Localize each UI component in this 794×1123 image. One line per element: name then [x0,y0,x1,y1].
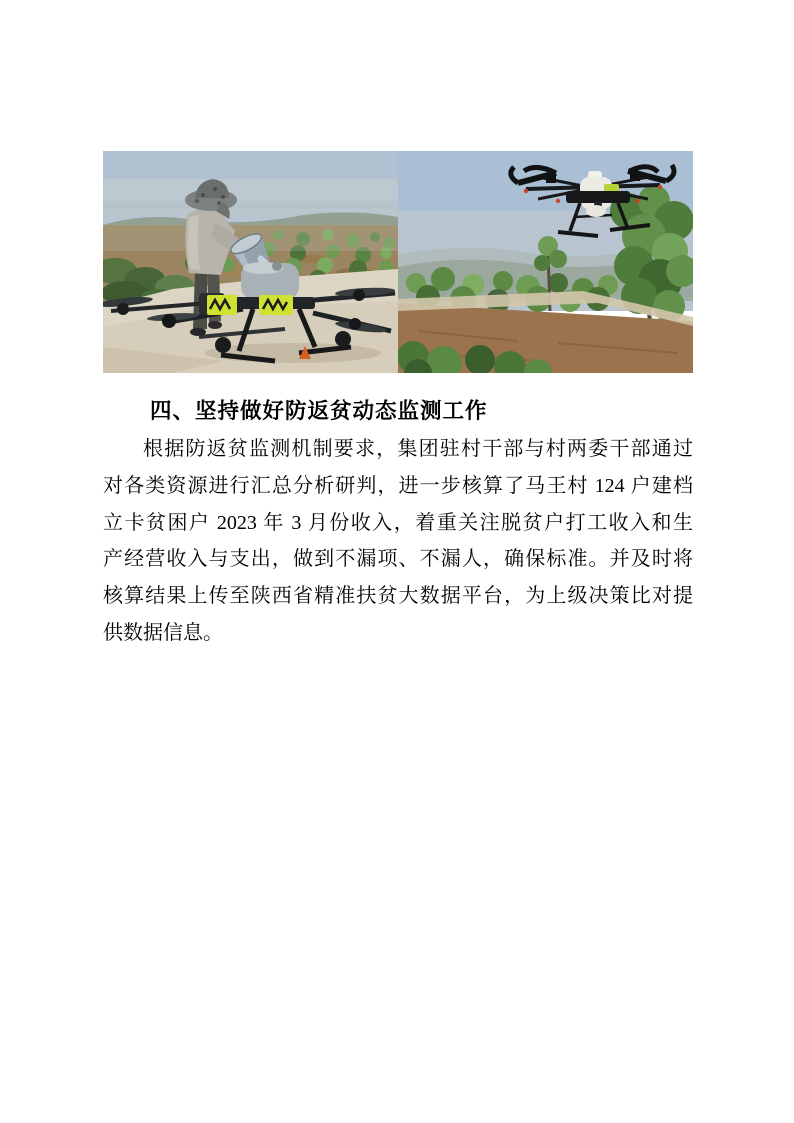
paragraph-line-5: 核算结果上传至陕西省精准扶贫大数据平台，为上级决策比对提 [103,585,693,608]
paragraph-line-1: 根据防返贫监测机制要求，集团驻村干部与村两委干部通过 [143,438,693,460]
paragraph-line-3: 立卡贫困户 2023 年 3 月份收入，着重关注脱贫户打工收入和生 [103,511,693,534]
paragraph-line-4: 产经营收入与支出，做到不漏项、不漏人，确保标准。并及时将 [103,548,693,571]
photo-drone-flying-over-orchard [398,151,693,373]
paragraph-line-6: 供数据信息。 [103,621,223,644]
section-paragraph [103,431,693,652]
drone-shadow [205,343,381,363]
photo-row [103,151,693,373]
section-heading: 四、坚持做好防返贫动态监测工作 [150,399,488,423]
photo-operator-filling-drone [103,151,398,373]
paragraph-line-2: 对各类资源进行汇总分析研判，进一步核算了马王村 124 户建档 [103,474,693,497]
